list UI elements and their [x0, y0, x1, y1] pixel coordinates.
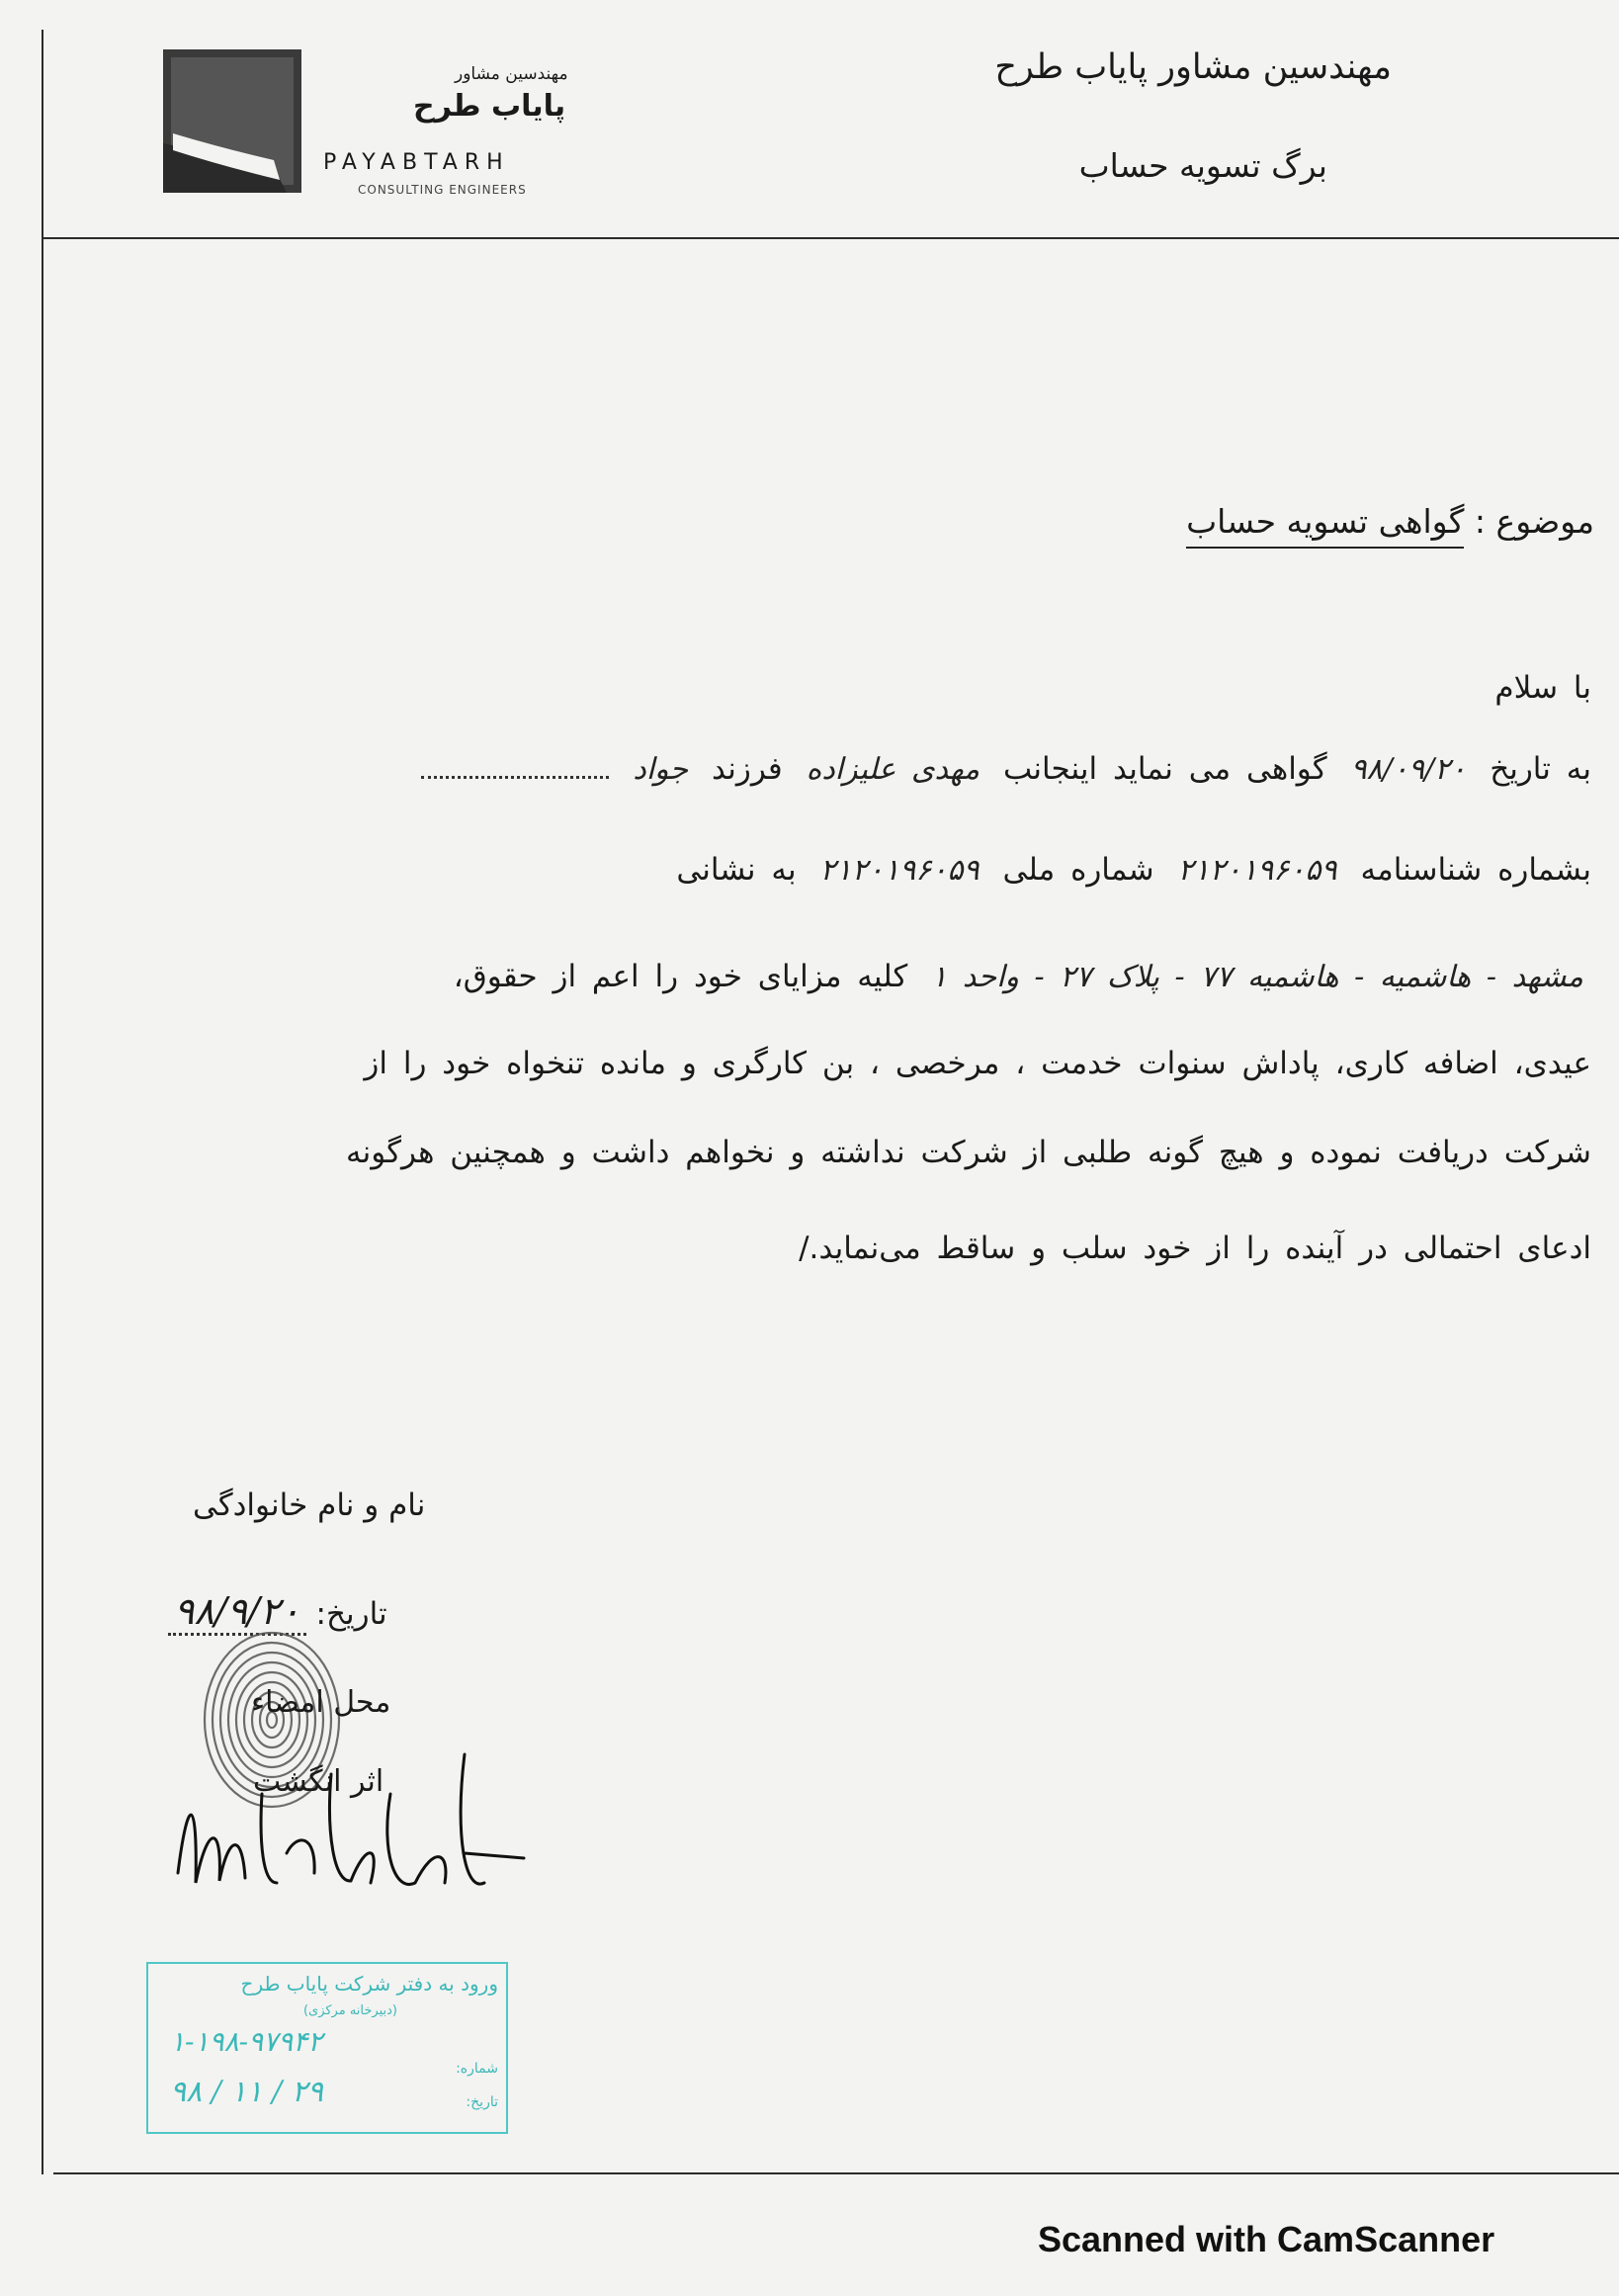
greeting: با سلام — [1494, 670, 1591, 706]
logo-fa-small: مهندسین مشاور — [455, 64, 568, 84]
body-line-2 — [676, 852, 1591, 888]
frame-left-border — [42, 30, 43, 2174]
body-line-5: شرکت دریافت نموده و هیچ گونه طلبی از شرکت نداشته و نخواهم داشت و همچنین هرگونه — [345, 1135, 1591, 1170]
dotted-fill — [421, 752, 609, 779]
text-certifies: گواهی می نماید اینجانب — [1002, 751, 1327, 787]
name-label: نام و نام خانوادگی — [193, 1488, 426, 1523]
body-line-3 — [454, 959, 1591, 994]
stamp-title: ورود به دفتر شرکت پایاب طرح — [240, 1972, 498, 1996]
signature-place-label: محل امضاء — [251, 1685, 391, 1720]
entry-stamp — [146, 1962, 508, 2134]
handwritten-name: مهدی علیزاده — [806, 752, 980, 787]
body-line-6: ادعای احتمالی در آینده را از خود سلب و ساقط می‌نماید./ — [799, 1231, 1591, 1266]
header-divider — [42, 237, 1619, 239]
sign-date-value: ۹۸/۹/۲۰ — [168, 1589, 306, 1636]
firm-name: مهندسین مشاور پایاب طرح — [994, 47, 1392, 87]
handwritten-father-name: جواد — [633, 752, 689, 787]
company-logo-icon — [163, 49, 301, 193]
handwritten-signature — [168, 1735, 534, 1908]
body-line-4: عیدی، اضافه کاری، پاداش سنوات خدمت ، مرخصی ، بن کارگری و مانده تنخواه خود را از — [364, 1046, 1591, 1081]
sign-date-label: تاریخ: — [315, 1596, 387, 1632]
stamp-number-label: شماره: — [456, 2061, 498, 2077]
text-national-number: شماره ملی — [1002, 852, 1154, 888]
stamp-subtitle: (دبیرخانه مرکزی) — [302, 2003, 397, 2018]
handwritten-id-number: ۲۱۲۰۱۹۶۰۵۹ — [1177, 853, 1337, 888]
text-child-of: فرزند — [711, 751, 783, 787]
handwritten-address: مشهد - هاشمیه - هاشمیه ۷۷ - پلاک ۲۷ - واحد ۱ — [931, 960, 1583, 994]
logo-fa-name: پایاب طرح — [413, 89, 566, 124]
scanner-watermark: Scanned with CamScanner — [1038, 2219, 1495, 2259]
text-address-label: به نشانی — [676, 852, 797, 888]
handwritten-date: ۹۸/۰۹/۲۰ — [1350, 752, 1467, 787]
frame-bottom-border — [53, 2172, 1619, 2174]
subject-label: موضوع : — [1474, 502, 1594, 541]
subject-value: گواهی تسویه حساب — [1186, 502, 1464, 549]
text-id-number: بشماره شناسنامه — [1360, 852, 1591, 888]
handwritten-national-number: ۲۱۲۰۱۹۶۰۵۹ — [819, 853, 980, 888]
logo-en-subtitle: CONSULTING ENGINEERS — [358, 183, 527, 197]
subject-line — [1186, 502, 1594, 541]
stamp-date-label: تاریخ: — [466, 2094, 498, 2110]
logo-en-name: PAYABTARH — [323, 150, 510, 175]
body-line-1 — [421, 751, 1591, 787]
text-benefits: کلیه مزایای خود را اعم از حقوق، — [453, 959, 908, 994]
stamp-date-value: ۹۸ / ۱۱ / ۲۹ — [170, 2075, 324, 2109]
stamp-number-value: ۱-۱۹۸-۹۷۹۴۲ — [170, 2025, 323, 2058]
form-title: برگ تسویه حساب — [1078, 146, 1327, 185]
text-date-intro: به تاریخ — [1490, 751, 1591, 787]
fingerprint-label: اثر انگشت — [253, 1764, 384, 1799]
